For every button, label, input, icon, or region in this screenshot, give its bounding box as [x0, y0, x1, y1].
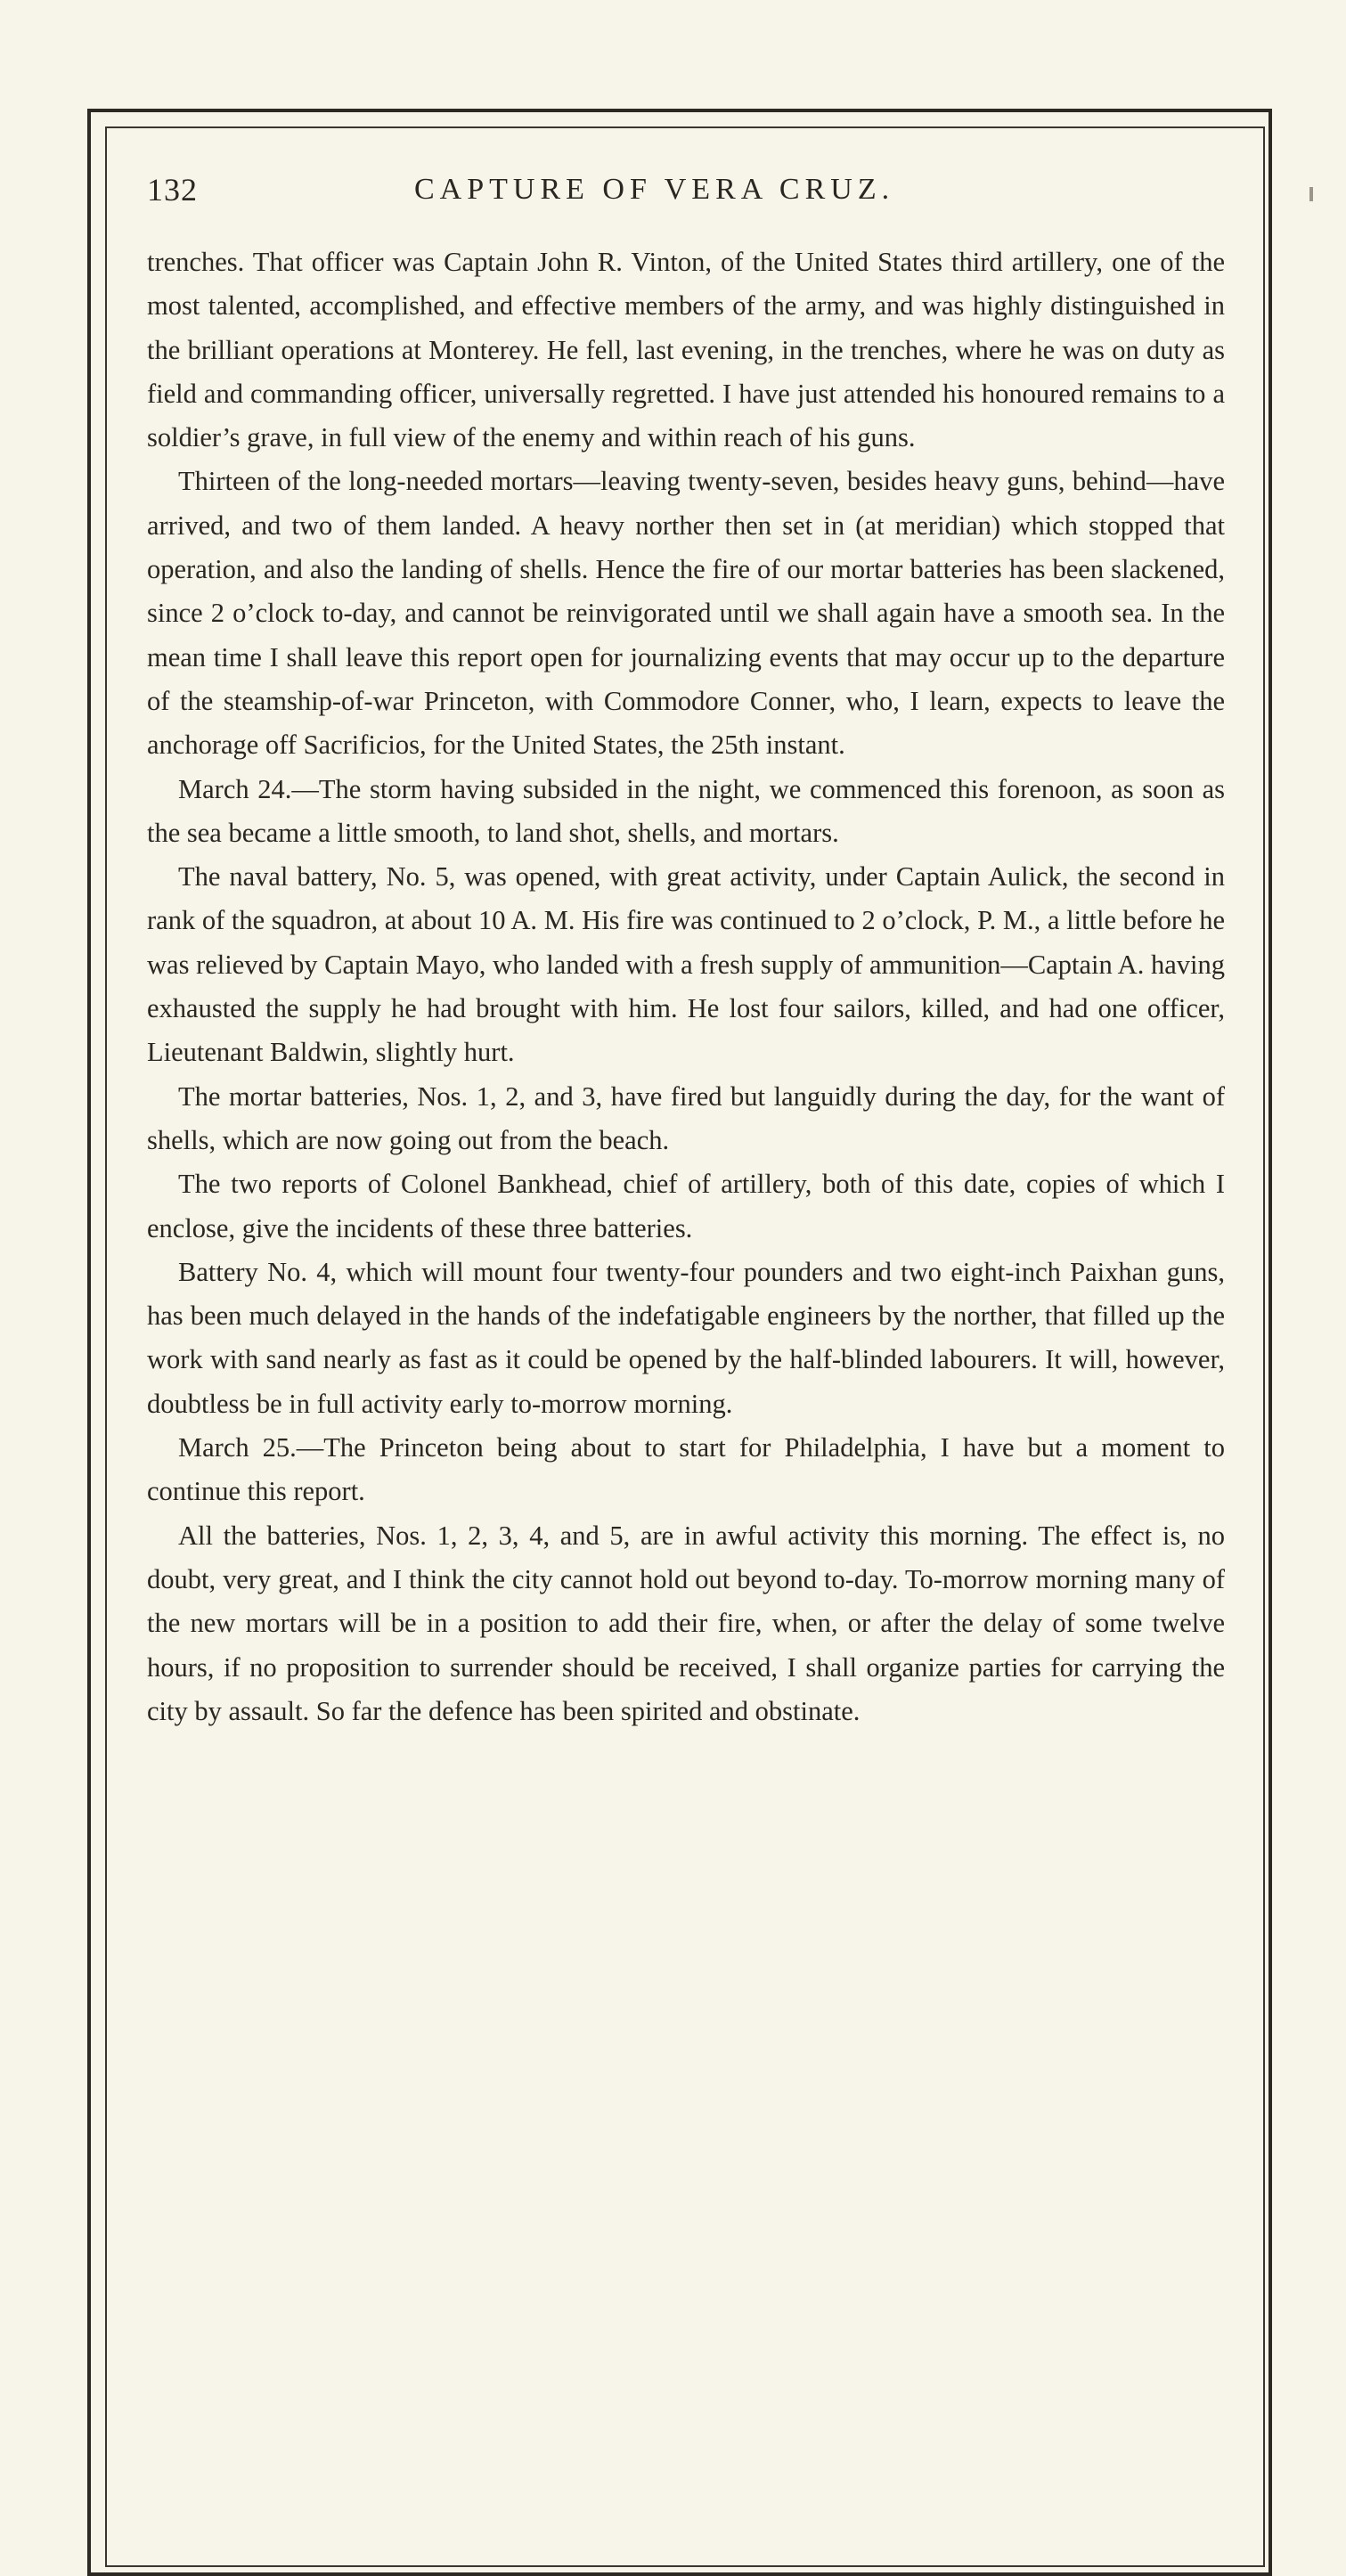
- paragraph: March 25.—The Princeton being about to start for Philadelphia, I have but a moment to continue this report.: [147, 1432, 1225, 1507]
- paragraph: All the batteries, Nos. 1, 2, 3, 4, and 5, are in awful activity this morning. The effect is, no doubt, very great, and I think the city cannot hold out beyond to-day. To-morrow morning many of the new mortars will be in a position to add their fire, when, or after the delay of some twelve hours, if no proposition to surrender should be received, I shall organize parties for carrying the city by assault. So far the defence has been spirited and obstinate.: [147, 1520, 1225, 1726]
- running-head: CAPTURE OF VERA CRUZ.: [414, 173, 895, 206]
- paragraph: Battery No. 4, which will mount four twenty-four pounders and two eight-inch Paixhan guns, has been much delayed in the hands of the indefatigable engineers by the norther, that filled up the work with sand nearly as fast as it could be opened by the half-blinded labourers. It will, however, doubtless be in full activity early to-morrow morning.: [147, 1256, 1225, 1419]
- paragraph: The two reports of Colonel Bankhead, chief of artillery, both of this date, copies of which I enclose, give the incidents of these three batteries.: [147, 1169, 1225, 1243]
- paragraph: The naval battery, No. 5, was opened, with great activity, under Captain Aulick, the second in rank of the squadron, at about 10 A. M. His fire was continued to 2 o’clock, P. M., a little before he was relieved by Captain Mayo, who landed with a fresh supply of ammunition—Captain A. having exhausted the supply he had brought with him. He lost four sailors, killed, and had one officer, Lieutenant Baldwin, slightly hurt.: [147, 861, 1225, 1068]
- paragraph: Thirteen of the long-needed mortars—leaving twenty-seven, besides heavy guns, behind—have arrived, and two of them landed. A heavy norther then set in (at meridian) which stopped that operation, and also the landing of shells. Hence the fire of our mortar batteries has been slackened, since 2 o’clock to-day, and cannot be reinvigorated until we shall again have a smooth sea. In the mean time I shall leave this report open for journalizing events that may occur up to the departure of the steamship-of-war Princeton, with Commodore Conner, who, I learn, expects to leave the anchorage off Sacrificios, for the United States, the 25th instant.: [147, 466, 1225, 761]
- paragraph: March 24.—The storm having subsided in the night, we commenced this forenoon, as soon as the sea became a little smooth, to land shot, shells, and mortars.: [147, 773, 1225, 848]
- page-header: [147, 171, 1225, 224]
- paragraph: The mortar batteries, Nos. 1, 2, and 3, have fired but languidly during the day, for the want of shells, which are now going out from the beach.: [147, 1080, 1225, 1155]
- page-edge-mark: [1309, 187, 1313, 201]
- body-text: [147, 240, 1225, 1733]
- paragraph: trenches. That officer was Captain John R. Vinton, of the United States third artillery, one of the most talented, accomplished, and effective members of the army, and was highly distinguished in the brilliant operations at Monterey. He fell, last evening, in the trenches, where he was on duty as field and commanding officer, universally regretted. I have just attended his honoured remains to a soldier’s grave, in full view of the enemy and within reach of his guns.: [147, 247, 1225, 453]
- page-number: 132: [147, 172, 198, 208]
